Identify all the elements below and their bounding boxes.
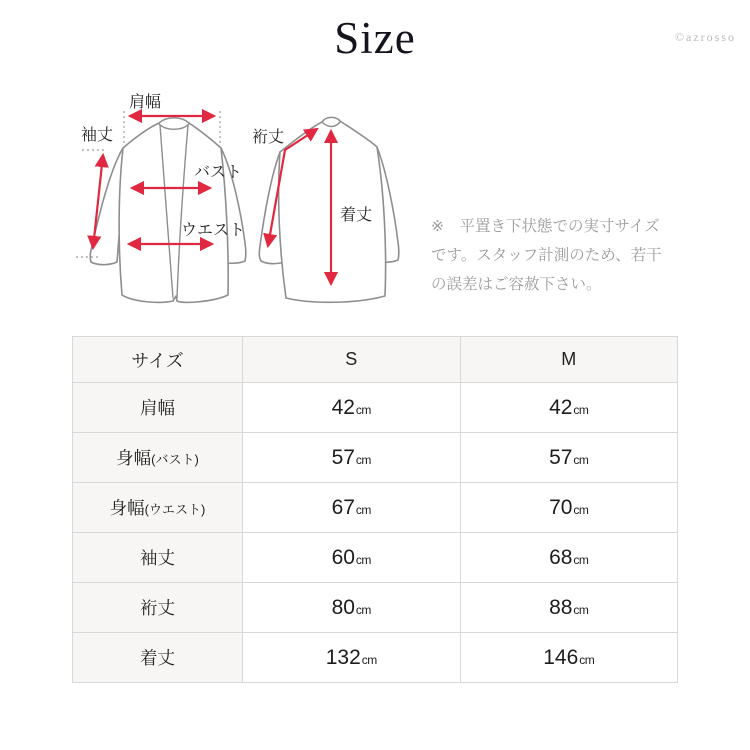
- row-label: 肩幅: [73, 383, 243, 433]
- s-value: 60cm: [243, 533, 461, 583]
- header-m-cell: M: [460, 337, 678, 383]
- table-row: [73, 583, 678, 633]
- s-value: 132cm: [243, 633, 461, 683]
- row-label: 着丈: [73, 633, 243, 683]
- table-header-row: [73, 337, 678, 383]
- s-value: 80cm: [243, 583, 461, 633]
- m-value: 57cm: [460, 433, 678, 483]
- measurement-note: [431, 212, 721, 299]
- sleeve-length-label: 袖丈: [80, 127, 114, 144]
- yuki-length-label: 裄丈: [251, 129, 285, 146]
- m-value: 68cm: [460, 533, 678, 583]
- table-row: [73, 533, 678, 583]
- header-s-cell: S: [243, 337, 461, 383]
- bust-label: バスト: [193, 164, 243, 181]
- m-value: 70cm: [460, 483, 678, 533]
- row-label: 身幅(ウエスト): [73, 483, 243, 533]
- brand-watermark: ©azrosso: [674, 30, 736, 44]
- table-row: [73, 483, 678, 533]
- shoulder-width-label: 肩幅: [128, 94, 162, 111]
- coat-diagram-svg: [55, 80, 405, 320]
- header-size-cell: サイズ: [73, 337, 243, 383]
- table-row: [73, 433, 678, 483]
- note-line: ※ 平置き下状態での実寸サイズ: [431, 218, 660, 235]
- row-label: 裄丈: [73, 583, 243, 633]
- m-value: 146cm: [460, 633, 678, 683]
- size-table: [72, 336, 678, 683]
- measurement-diagram: [55, 80, 405, 320]
- row-label: 袖丈: [73, 533, 243, 583]
- m-value: 42cm: [460, 383, 678, 433]
- row-label: 身幅(バスト): [73, 433, 243, 483]
- s-value: 57cm: [243, 433, 461, 483]
- s-value: 67cm: [243, 483, 461, 533]
- table-row: [73, 383, 678, 433]
- note-line: です。スタッフ計測のため、若干: [431, 247, 662, 264]
- coat-front-outline: [90, 118, 245, 303]
- waist-label: ウエスト: [180, 222, 246, 239]
- s-value: 42cm: [243, 383, 461, 433]
- m-value: 88cm: [460, 583, 678, 633]
- note-line: の誤差はご容赦下さい。: [431, 276, 602, 293]
- table-row: [73, 633, 678, 683]
- body-length-label: 着丈: [339, 207, 373, 224]
- page-title: Size: [334, 13, 416, 63]
